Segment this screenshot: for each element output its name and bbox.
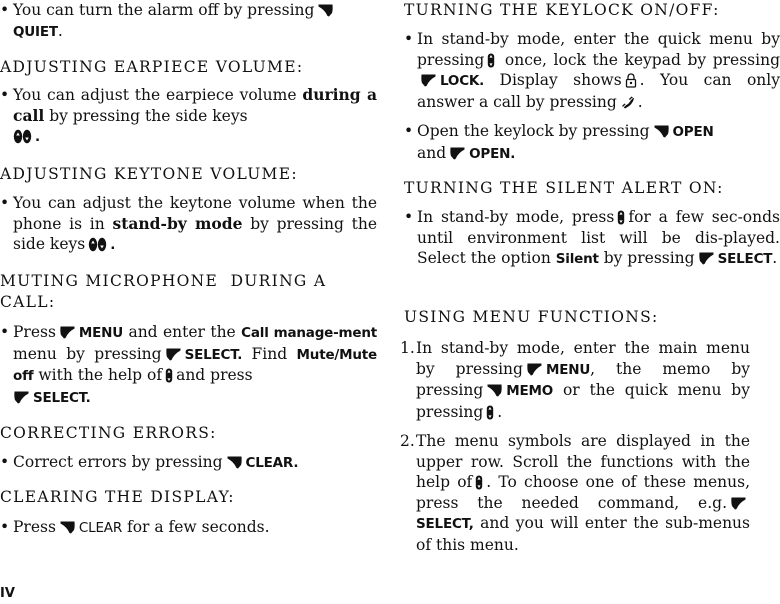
nav-key-icon [487, 53, 495, 68]
heading-correcting-errors: CORRECTING ERRORS: [0, 424, 217, 442]
nav-key-icon [475, 475, 483, 490]
heading-menu-functions: USING MENU FUNCTIONS: [404, 308, 659, 326]
heading-clearing-display: CLEARING THE DISPLAY: [0, 488, 235, 506]
earpiece-instruction: • You can adjust the earpiece volume during a call by pressing the side keys . [0, 85, 377, 148]
heading-keylock: TURNING THE KEYLOCK ON/OFF: [404, 1, 720, 19]
left-softkey-icon [165, 347, 182, 362]
open-keylock-instruction: • Open the keylock by pressing OPEN and OPEN. [404, 121, 780, 164]
volume-keys-icon [13, 129, 32, 144]
page-number: IV [0, 586, 15, 601]
mute-instruction: • Press MENU and enter the Call manage-ment menu by pressing SELECT. Find Mute/Mute off with the help of and press SELECT. [0, 322, 377, 408]
keylock-instruction: • In stand-by mode, enter the quick menu by pressing once, lock the keypad by pressing LOCK. Display shows . You can only answer a call by pressing . [404, 29, 780, 112]
left-softkey-icon [698, 251, 715, 266]
nav-key-icon [486, 405, 494, 420]
handset-icon [620, 95, 635, 110]
left-softkey-icon [59, 325, 76, 340]
nav-key-icon [165, 368, 173, 383]
volume-keys-icon [88, 237, 107, 252]
right-softkey-icon [226, 455, 243, 470]
left-softkey-icon [449, 146, 466, 161]
menu-step-1: 1. In stand-by mode, enter the main menu by pressing MENU, the memo by pressing MEMO or the quick menu by pressing . [400, 339, 750, 421]
quiet-instruction: • You can turn the alarm off by pressing QUIET. [0, 0, 377, 42]
left-softkey-icon [420, 73, 437, 88]
correct-instruction: • Correct errors by pressing CLEAR. [0, 452, 377, 474]
right-softkey-icon [653, 124, 670, 139]
silent-instruction: • In stand-by mode, press for a few sec-onds until environment list will be dis-played. Select the option Silent by pressing SELECT. [404, 207, 780, 270]
keylock-symbol-icon [625, 73, 637, 88]
right-softkey-icon [317, 3, 334, 18]
right-softkey-icon [486, 383, 503, 398]
heading-silent-alert: TURNING THE SILENT ALERT ON: [404, 179, 724, 197]
right-softkey-icon [59, 520, 76, 535]
nav-key-icon [617, 210, 625, 225]
left-softkey-icon [526, 362, 543, 377]
keytone-instruction: • You can adjust the keytone volume when the phone is in stand-by mode by pressing the side keys . [0, 193, 377, 256]
clear-instruction: • Press CLEAR for a few seconds. [0, 517, 377, 539]
heading-earpiece-volume: ADJUSTING EARPIECE VOLUME: [0, 58, 304, 76]
heading-muting-microphone: MUTING MICROPHONE DURING A CALL: [0, 272, 327, 311]
left-softkey-icon [730, 496, 747, 511]
menu-step-2: 2. The menu symbols are displayed in the upper row. Scroll the functions with the help of . To choose one of these menus, press the needed command, e.g. SELECT, and you will enter the sub-menus of this menu. [400, 432, 751, 554]
left-softkey-icon [13, 390, 30, 405]
heading-keytone-volume: ADJUSTING KEYTONE VOLUME: [0, 165, 298, 183]
